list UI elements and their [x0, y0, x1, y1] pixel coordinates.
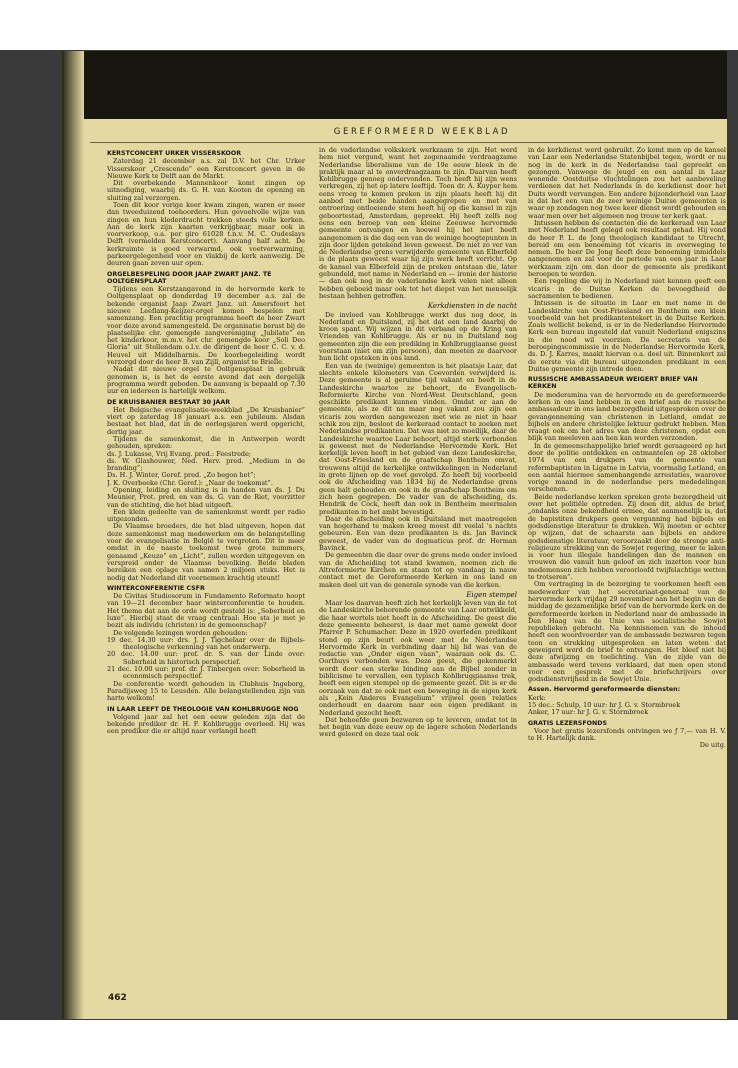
magazine-page	[62, 51, 727, 1019]
paragraph: Het Belgische evangelisatie-weekblad „De Kruisbanier” viert op zaterdag 18 januari a.s. een jubileum. Alsdan bestaat het blad, dat in de oorlogsjaren werd opgericht, dertig jaar.	[107, 405, 305, 436]
lecture-line: 19 dec. 14.30 uur: drs. J. J. Tigchelaar over de Bijbels-theologische verkenning van het onderwerp.	[107, 635, 305, 652]
paragraph: Zaterdag 21 december a.s. zal D.V. het Chr. Urker Visserskoor „Crescendo” een Kerstconcert geven in de Nieuwe Kerk te Delft aan de Markt.	[107, 157, 305, 180]
service-line: 15 dec.: Schulp, 10 uur: hr J. G. v. Stormbroek	[528, 700, 681, 709]
paragraph: Intussen hebben de contacten die de kerkeraad van Laar met Nederland heeft gelegd ook resultaat gehad. Hij vond de heer P. L. de Jong theologisch kandidaat te Utrecht, bereid om een benoeming tot vicaris in overweging te nemen. De heer De Jong heeft deze benoeming inmiddels aangenomen en zal voor de periode van een jaar in Laar werkzaam zijn om dan door de gemeente als predikant beroepen te worden.	[528, 218, 726, 279]
page-shadow-left	[62, 51, 84, 1019]
paragraph: De Vlaamse broeders, die het blad uitgeven, hopen dat deze samenkomst mag medewerken om de belangstelling voor de evangelisatie in België te vergroten. Dit te meer omdat in de naaste toekomst twee grote nummers, genaamd „Keuze” en „Licht”, zullen worden uitgegeven en verspreid onder de Vlaamse bevolking. Beide bladen bereiken een oplage van samen 2 miljoen stuks. Het is nodig dat Nederland dit voornemen krachtig steunt!	[107, 522, 305, 582]
header-rule	[90, 142, 714, 143]
lecture-line: 20 dec. 14.00 uur: prof. dr. S. van der Linde over: Soberheid in historisch perspectief.	[107, 650, 305, 666]
paragraph: Opening, leiding en sluiting is in handen van ds. J. Du Meunier, Prot. pred. en van ds. G. van de Riet, voorzitter van de stichting, die het blad uitgeeft.	[107, 485, 305, 509]
service-line: Anker, 17 uur: hr J. G. v. Stormbroek	[528, 708, 649, 717]
article-title: IN LAAR LEEFT DE THEOLOGIE VAN KOHLBRUGGE NOG	[107, 705, 299, 713]
paragraph: Nadat dit nieuwe orgel te Ooltgensplaat in gebruik genomen is, is het de eerste avond dat een dergelijk programma wordt geboden. De aanvang is bepaald op 7.30 uur en iedereen is hartelijk welkom.	[107, 365, 305, 396]
paragraph: De Civitas Studiosorum in Fundamento Reformato hoopt van 19—21 december haar winterconferentie te houden. Het thema dat aan de orde wordt gesteld is: „Soberheid en luxe”. Hierbij staat de vraag centraal: Hoe sta je met je bezit als individu (christen) in de gemeenschap?	[107, 592, 305, 630]
running-header: GEREFORMEERD WEEKBLAD	[333, 127, 511, 137]
paragraph: Een regeling die wij in Nederland niet kennen geeft een vicaris in de Duitse Kerken de bevoegdheid de sacramenten te bedienen.	[528, 277, 726, 300]
paragraph: Een klein gedeelte van de samenkomst wordt per radio uitgezonden.	[107, 507, 305, 524]
article-title: GRATIS LEZERSFONDS	[528, 719, 608, 727]
paragraph: Een van de (weinige) gemeenten is het plaatsje Laar, dat slechts enkele kilometers van Coevorden verwijderd is. Deze gemeente is al geruime tijd vakant en heeft in de Landeskirche waartoe ze behoort, de Evangelisch-Reformierte Kirche von Nord-West Deutschland, geen geschikte predikant kunnen vinden. Omdat er aan de gemeente, als ze dit nu maar nog vakant zou zijn een vicaris zou worden aangewezen met wie ze niet in haar schik zou zijn, besloot de kerkeraad contact te zoeken met Nederlandse predikanten. Dat was niet zo moeilijk, daar de Landeskirche waartoe Laar behoort, altijd sterk verbonden is geweest met de Nederlandse Hervormde Kerk. Het kerkelijk leven heeft in het gebied van deze Landeskirche, dat Oost-Friesland en de graafschap Bentheim omvat, trouwens altijd de kerkelijke ontwikkelingen in Nederland in grote lijnen op de voet gevolgd. Zo heeft bij voorbeeld ook de Afscheiding van 1834 bij de Nederlandse grens geen halt gehouden en ook in de graafschap Bentheim om zich heen gegrepen. De vader van de afscheiding, ds. Hendrik de Cock, heeft dan ook in Bentheim meermalen predikanten in het ambt bevestigd.	[319, 361, 517, 516]
paragraph: De conferentie wordt gehouden in Clubhuis Ingeborg, Paradijsweg 15 te Leusden. Alle belangstellenden zijn van harte welkom!	[107, 679, 305, 703]
paragraph: De moderamina van de hervormde en de gereformeerde kerken in ons land hebben in een brief aan de russische ambassadeur in ons land bezorgdheid uitgesproken over de gevangenneming van christenen in Letland, omdat ze bijbels en andere christelijke lektuur gedrukt hebben. Men vraagt ook om het adres van deze christenen, opdat een blijk van meeleven aan hen kan worden verzonden.	[528, 390, 726, 443]
paragraph: Om vertraging in de bezorging te voorkomen heeft een medewerker van het secretariaat-generaal van de hervormde kerk vrijdag 29 november aan het begin van de middag de gezamenlijke brief van de hervormde kerk en de gereformeerde kerken in Nederland naar de ambassade in Den Haag van de Unie van socialistische Sowjet republieken gebracht. Na kennisnemen van de inhoud heeft een woordvoerder van de ambassade bezwaren tegen toon en strekking uitgesproken en laten weten dat geweigerd werd de brief te ontvangen. Het bleef niet bij deze afwijzing en toelichting. Van de zijde van de ambassade werd tevens verklaard, dat men open stond voor een gesprek met de briefschrijvers over godsdienstvrijheid in de Sowjet Unie.	[528, 580, 726, 684]
paragraph: Toen dit koor vorige keer kwam zingen, waren er meer dan tweeduizend toehoorders. Hun gevoelvolle wijze van zingen en hun klederdracht trekken steeds volle kerken. Aan de kerk zijn kaarten verkrijgbaar, maar ook in voorverkoop, o.a. per giro 61028 t.n.v. M. C. Oudeslays Delft (vermelden Kerstconcert). Aanvang half acht. De kerkruimte is goed verwarmd, ook voetverwarming, parkeergelegenheid voor en vlakbij de kerk aanwezig. De deuren gaan zeven uur open.	[107, 200, 305, 268]
paragraph: in de kerkdienst werd gebruikt. Zo komt men op de kansel van Laar een Nederlandse Statenbijbel tegen, wordt er nu nog in de kerk in de Nederlandse taal gepreekt en gezongen. Vanwege de jeugd en een aantal in Laar wonende Oostduitse vluchtelingen zou het aanbeveling verdienen dat het Nederlands in de kerkdienst door het Duits wordt vervangen. Een andere bijzonderheid van Laar is dat het een van de zeer weinige Duitse gemeenten is waar op zondagen nog twee keer dienst wordt gehouden en waar men over het algemeen nog trouw ter kerk gaat.	[528, 147, 726, 220]
article-title: Assen. Hervormd gereformeerde diensten:	[528, 686, 681, 694]
speaker-line: Ds. H. J. Winter, Geref. pred. „Zo begon het”;	[107, 471, 256, 480]
paragraph: in de vaderlandse volkskerk werkzaam te zijn. Het werd hem niet vergund, want het zogenaamde verdraagzame Nederlandse liberalisme van de 19e eeuw bleek in de praktijk maar al te onverdraagzaam te zijn. Daarvan heeft Kohlbrugge genoeg ondervonden. Toch heeft hij zijn wens verkregen, zij het op latere leeftijd. Toen dr. A. Kuyper hem eens vroeg te komen preken in zijn plaats heeft hij dit aanbod met beide handen aangegrepen en met van ontroering ontloeiende stem heeft hij op die kansel in zijn geboortestad, Amsterdam, gepreekt. Hij heeft zelfs nog eens een beroep van een kleine Zeeuwse hervormde gemeente ontvangen en hoewel hij het niet heeft aangenomen is die dag een van de weinige hoogtepunten in zijn door lijden getekend leven geweest. De niet zo ver van de Nederlandse grens verwijderde gemeente van Elberfeld is de plaats geweest waar hij zijn werk heeft verricht. Op de kansel van Elberfeld zijn de preken ontstaan die, later gebundeld, met name in Nederland en — ironie der historie — dan ook nog in de vaderlandse kerk velen niet alleen hebben geboeid maar ook tot het diepst van het menselijk bestaan hebben getroffen.	[319, 147, 517, 300]
paragraph: De invloed van Kohlbrugge werkt dus nog door, in Nederland en Duitsland, zij het dat een land daarbij de kroon spant. Wij wijzen in dit verband op de Kring van Vrienden van Kohlbrugge. Als er nu in Duitsland nog gemeenten zijn die een prediking in Kohlbruggiaanse geest voorstaan (niet om zijn persoon), dan moeten ze daarvoor hun licht opsteken in ons land.	[319, 310, 517, 363]
page-shadow-top	[62, 51, 727, 119]
paragraph: De gemeenten die daar over de grens mede onder invloed van de Afscheiding tot stand kwamen, noemen zich de Altreformierte Kirchen en staan tot op vandaag in nauw contact met de Gereformeerde Kerken in ons land en maken deel uit van de generale synode van die kerken.	[319, 551, 517, 589]
subheading: Eigen stempel	[466, 590, 517, 599]
speaker-line: ds. J. Lukasse, Vrij Evang. pred.: Feestrede;	[107, 449, 252, 458]
paragraph: De volgende lezingen worden gehouden:	[113, 628, 248, 637]
column-3	[528, 147, 726, 1002]
service-label: Kerk:	[528, 693, 546, 702]
column-2	[319, 147, 517, 1002]
paragraph: Dit overbekende Mannenkoor komt zingen op uitnodiging, waarbij ds. G. H. van Kooten de opening en sluiting zal verzorgen.	[107, 179, 305, 202]
paragraph: Dat behoefde geen bezwaren op te leveren, omdat tot in het begin van deze eeuw op de lagere scholen Nederlands werd geleerd en deze taal ook	[319, 715, 517, 739]
page-number: 462	[108, 993, 127, 1003]
speaker-line: J. K. Overbeeke (Chr. Geref.): „Naar de toekomst”.	[107, 478, 273, 487]
article-title: KERSTCONCERT URKER VISSERSKOOR	[107, 150, 242, 157]
subheading: Kerkdiensten in de nacht	[427, 302, 517, 311]
paragraph: Volgend jaar zal het een eeuw geleden zijn dat de bekende prediker dr. H. F. Kohlbrugge overleed. Hij was een prediker die er altijd naar verlangd heeft	[107, 712, 305, 736]
paragraph: Tijdens de samenkomst, die in Antwerpen wordt gehouden, spreken:	[107, 434, 305, 451]
article-title: ORGELBESPELING DOOR JAAP ZWART JANZ. TE OOLTGENSPLAAT	[107, 270, 272, 285]
paragraph: Beide nederlandse kerken spreken grote bezorgdheid uit over het politiële optreden. Zij doen dit, aldus de brief, „ondanks onze bekendheid ermee, dat aanmenelijk is, dat de bapistiten drukpers geen vergunning had bijbels en godsdienstige literatuur te drukken. Wij moeten er echter op wijzen, dat de schaarste aan bijbels en andere godsdienstige literatuur, veroorzaakt door de strenge anti-religieuze strekking van de Sowjet regering, meer te laken is voor hun illegale handelingen dan de mannen en vrouwen die vanuit hun geloof en zich inzetten voor hun medemensen zich hebben veroorloofd twijfelachtige wetten te trotseren”.	[528, 492, 726, 582]
article-title: DE KRUISBANIER BESTAAT 30 JAAR	[107, 398, 231, 406]
paragraph: Tijdens een Kerstzangavond in de hervormde kerk te Ooltgensplaat op donderdag 19 december a.s. zal de bekende organist Jaap Zwart Janz. uit Amersfoort het nieuwe Leeflang-Keijzer-orgel komen bespelen met samenzang. Een prachtig programma heeft de heer Zwart voor deze avond samengesteld. De organisatie berust bij de plaatselijke chr. gemengde zangvereniging „Jubilate” en het kinderkoor, m.m.v. het chr. gemengde koor „Soli Deo Gloria” uit Stellendam o.l.v. de dirigent de heer C. C. v. d. Heuvel uit Middelharnis. De koorbegeleiding wordt verzorgd door de heer B. van Zijll, organist te Brielle.	[107, 285, 305, 367]
column-1	[107, 147, 305, 1002]
lecture-line: 21 dec. 10.00 uur: prof. dr. J. Tinbergen over: Soberheid in economisch perspectief.	[107, 665, 305, 681]
paragraph: Voor het gratis lezersfonds ontvingen we ƒ 7,— van H. V. te H. Hartelijk dank.	[528, 726, 726, 743]
paragraph: Maar los daarvan heeft zich het kerkelijk leven van de tot de Landeskirche behorende gemeente van Laar ontwikkeld, die haar wortels niet heeft in de Afscheiding. De geest die deze gemeente beheerst, is daar met name gewekt door Pfarrer P. Schumacher. Deze in 1920 overleden predikant stond op zijn beurt ook weer met de Nederlandse Hervormde Kerk in verbinding daar hij lid was van de redactie van „Onder eigen vaan”, waaraan ook ds. C. Oorthuys verbonden was. Deze geest, die gekenmerkt wordt door een sterke binding aan de Bijbel zonder in biblicisme te vervallen, een typisch Kohlbruggiaanse trek, heeft een eigen stempel op de gemeente gezet. Dit is er de oorzaak van dat ze ook met een beweging in de eigen kerk als „Kein Anderes Evangelium” vrijwel geen relaties onderhoudt en daarom naar een eigen predikant in Nederland gezocht heeft.	[319, 599, 517, 717]
signature: De uitg.	[699, 741, 726, 750]
paragraph: Daar de afscheiding ook in Duitsland met maatregelen van hogerhand te maken kreeg moest dit veelal 's nachts gebeuren. Een van deze predikanten is ds. Jan Bavinck geweest, de vader van de dogmaticus prof. dr. Herman Bavinck.	[319, 514, 517, 553]
paragraph: Intussen is de situatie in Laar en met name in de Landeskirche van Oost-Friesland en Bentheim een klein voorbeeld van het predikantentekort in de Duitse Kerken. Zoals wellicht bekend, is er in de Nederlandse Hervormde Kerk een bureau ingesteld dat vanuit Nederland enigszins in die nood wil voorzien. De secretaris van de beroepingscommissie in de Nederlandse Hervormde Kerk, ds. D. J. Karres, maakt hiervan o.a. deel uit. Binnenkort zal de eerste via dit bureau uitgezonden predikant in een Duitse gemeente zijn intrede doen.	[528, 299, 726, 373]
article-title: WINTERCONFERENTIE CSFR	[107, 584, 205, 592]
article-title: RUSSISCHE AMBASSADEUR WEIGERT BRIEF VAN KERKEN	[528, 376, 698, 391]
paragraph: In de gemeenschappelijke brief wordt geraageerd op het door de politie ontdekken en ontmantelen op 28 oktober 1974 van een drukpers van de gemeente van reformbaptisten in Ligatne in Latvia, voormalig Letland, en een aantal hiermee samenhangende arrestaties, waarover vorige maand in de nederlandse pers mededelingen verschenen.	[528, 441, 726, 494]
speaker-line: ds. W. Glashouwer, Ned. Herv. pred. „Medium in de branding”;	[107, 456, 305, 473]
